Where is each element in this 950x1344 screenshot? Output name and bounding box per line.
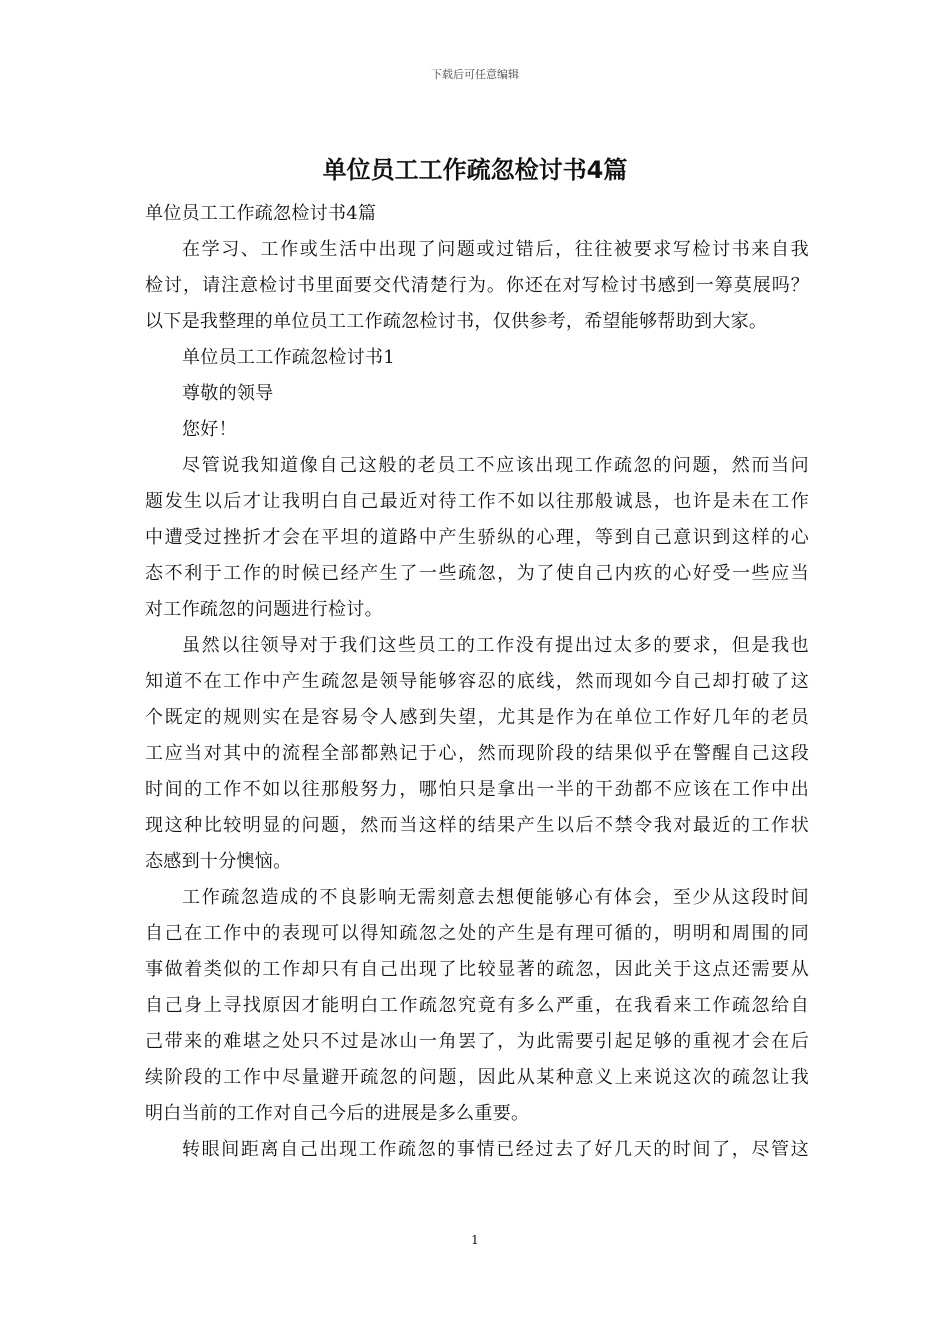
text-line: 自己身上寻找原因才能明白工作疏忽究竟有多么严重，在我看来工作疏忽给自 <box>145 995 809 1016</box>
text-line: 态感到十分懊恼。 <box>145 851 292 872</box>
text-line: 尊敬的领导 <box>182 383 274 404</box>
text-line: 虽然以往领导对于我们这些员工的工作没有提出过太多的要求，但是我也 <box>182 635 809 656</box>
text-line: 事做着类似的工作却只有自己出现了比较显著的疏忽，因此关于这点还需要从 <box>145 959 809 980</box>
text-line: 单位员工工作疏忽检讨书1 <box>182 347 396 368</box>
text-line: 工应当对其中的流程全部都熟记于心，然而现阶段的结果似乎在警醒自己这段 <box>145 743 809 764</box>
header-note: 下载后可任意编辑 <box>431 68 519 81</box>
text-line: 个既定的规则实在是容易令人感到失望，尤其是作为在单位工作好几年的老员 <box>145 707 809 728</box>
text-line: 己带来的难堪之处只不过是冰山一角罢了，为此需要引起足够的重视才会在后 <box>145 1031 809 1052</box>
text-line: 中遭受过挫折才会在平坦的道路中产生骄纵的心理，等到自己意识到这样的心 <box>145 527 809 548</box>
text-line: 态不利于工作的时候已经产生了一些疏忽，为了使自己内疚的心好受一些应当 <box>145 563 809 584</box>
text-line: 您好！ <box>182 419 237 440</box>
text-line: 题发生以后才让我明白自己最近对待工作不如以往那般诚恳，也许是未在工作 <box>145 491 809 512</box>
document-title: 单位员工工作疏忽检讨书4篇 <box>322 156 628 184</box>
document-body <box>145 196 809 1168</box>
text-line: 知道不在工作中产生疏忽是领导能够容忍的底线，然而现如今自己却打破了这 <box>145 671 809 692</box>
text-line: 单位员工工作疏忽检讨书4篇 <box>145 203 377 224</box>
text-line: 转眼间距离自己出现工作疏忽的事情已经过去了好几天的时间了，尽管这 <box>182 1139 809 1160</box>
text-line: 续阶段的工作中尽量避开疏忽的问题，因此从某种意义上来说这次的疏忽让我 <box>145 1067 809 1088</box>
text-line: 对工作疏忽的问题进行检讨。 <box>145 599 383 620</box>
text-line: 尽管说我知道像自己这般的老员工不应该出现工作疏忽的问题，然而当问 <box>182 455 809 476</box>
text-line: 现这种比较明显的问题，然而当这样的结果产生以后不禁令我对最近的工作状 <box>145 815 809 836</box>
text-line: 在学习、工作或生活中出现了问题或过错后，往往被要求写检讨书来自我 <box>182 239 809 260</box>
text-line: 明白当前的工作对自己今后的进展是多么重要。 <box>145 1103 530 1124</box>
text-line: 检讨，请注意检讨书里面要交代清楚行为。你还在对写检讨书感到一筹莫展吗？ <box>145 275 809 296</box>
text-line: 工作疏忽造成的不良影响无需刻意去想便能够心有体会，至少从这段时间 <box>182 887 809 908</box>
text-line: 以下是我整理的单位员工工作疏忽检讨书，仅供参考，希望能够帮助到大家。 <box>145 311 768 332</box>
text-line: 自己在工作中的表现可以得知疏忽之处的产生是有理可循的，明明和周围的同 <box>145 923 809 944</box>
page-number: 1 <box>471 1233 479 1247</box>
text-line: 时间的工作不如以往那般努力，哪怕只是拿出一半的干劲都不应该在工作中出 <box>145 779 809 800</box>
